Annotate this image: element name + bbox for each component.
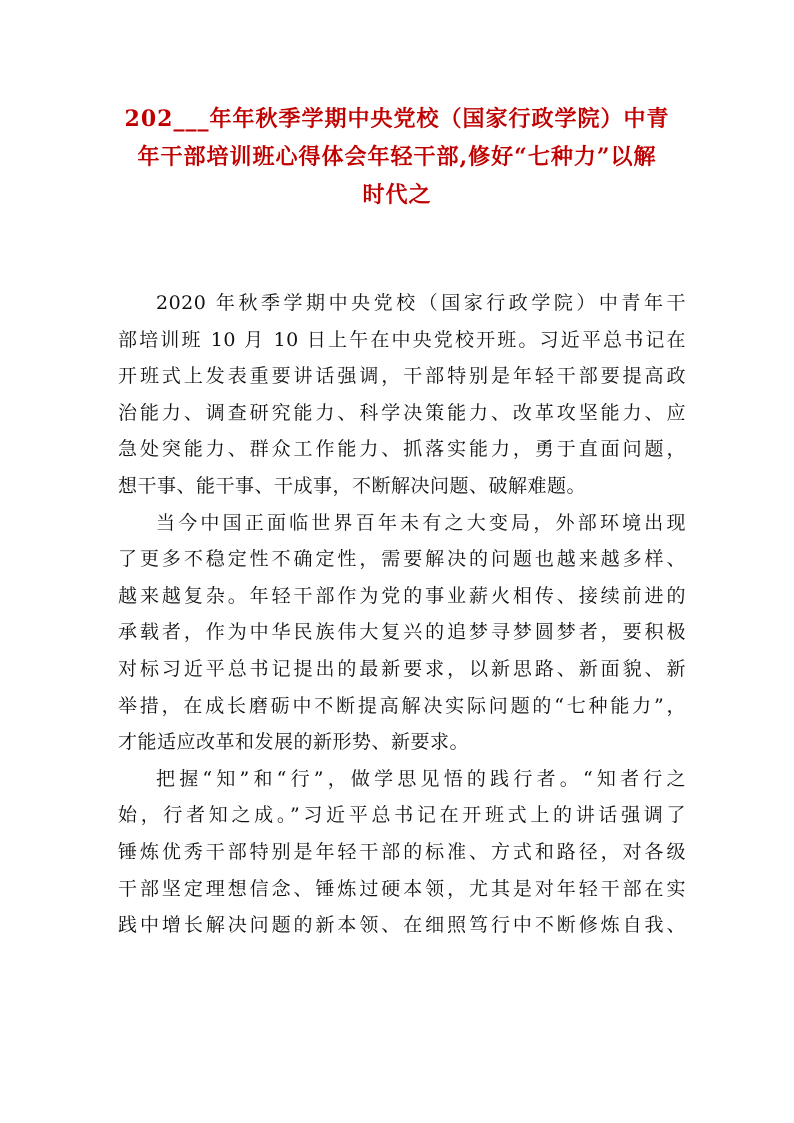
paragraph-line: 2020 年秋季学期中央党校（国家行政学院）中青年干 (156, 292, 686, 314)
paragraph-line: 举措，在成长磨砺中不断提高解决实际问题的“七种能力”， (118, 694, 686, 717)
title-line: 年干部培训班心得体会年轻干部,修好“七种力”以解 (137, 144, 657, 170)
title-line: 202___年年秋季学期中央党校（国家行政学院）中青 (124, 106, 670, 132)
paragraph-line: 才能适应改革和发展的新形势、新要求。 (118, 731, 470, 754)
paragraph-line: 开班式上发表重要讲话强调，干部特别是年轻干部要提高政 (118, 365, 686, 388)
paragraph-line: 想干事、能干事、干成事，不断解决问题、破解难题。 (118, 474, 587, 497)
paragraph-line: 了更多不稳定性不确定性，需要解决的问题也越来越多样、 (118, 548, 686, 571)
paragraph-line: 始，行者知之成。”习近平总书记在开班式上的讲话强调了 (118, 804, 686, 827)
title-line: 时代之 (362, 182, 432, 208)
paragraph-line: 干部坚定理想信念、锤炼过硬本领，尤其是对年轻干部在实 (118, 877, 686, 900)
paragraph-line: 部培训班 10 月 10 日上午在中央党校开班。习近平总书记在 (118, 328, 686, 351)
paragraph-line: 越来越复杂。年轻干部作为党的事业薪火相传、接续前进的 (118, 584, 686, 607)
paragraph-line: 急处突能力、群众工作能力、抓落实能力，勇于直面问题， (118, 438, 686, 461)
paragraph-line: 承载者，作为中华民族伟大复兴的追梦寻梦圆梦者，要积极 (118, 621, 686, 644)
paragraph-line: 践中增长解决问题的新本领、在细照笃行中不断修炼自我、 (118, 914, 686, 937)
paragraph-line: 对标习近平总书记提出的最新要求，以新思路、新面貌、新 (118, 657, 686, 680)
document-title (100, 100, 694, 214)
paragraph-line: 把握“知”和“行”，做学思见悟的践行者。“知者行之 (156, 767, 686, 790)
document-body (118, 285, 686, 944)
paragraph-line: 治能力、调查研究能力、科学决策能力、改革攻坚能力、应 (118, 401, 686, 424)
paragraph-line: 锤炼优秀干部特别是年轻干部的标准、方式和路径，对各级 (118, 840, 686, 863)
paragraph-line: 当今中国正面临世界百年未有之大变局，外部环境出现 (156, 511, 686, 534)
